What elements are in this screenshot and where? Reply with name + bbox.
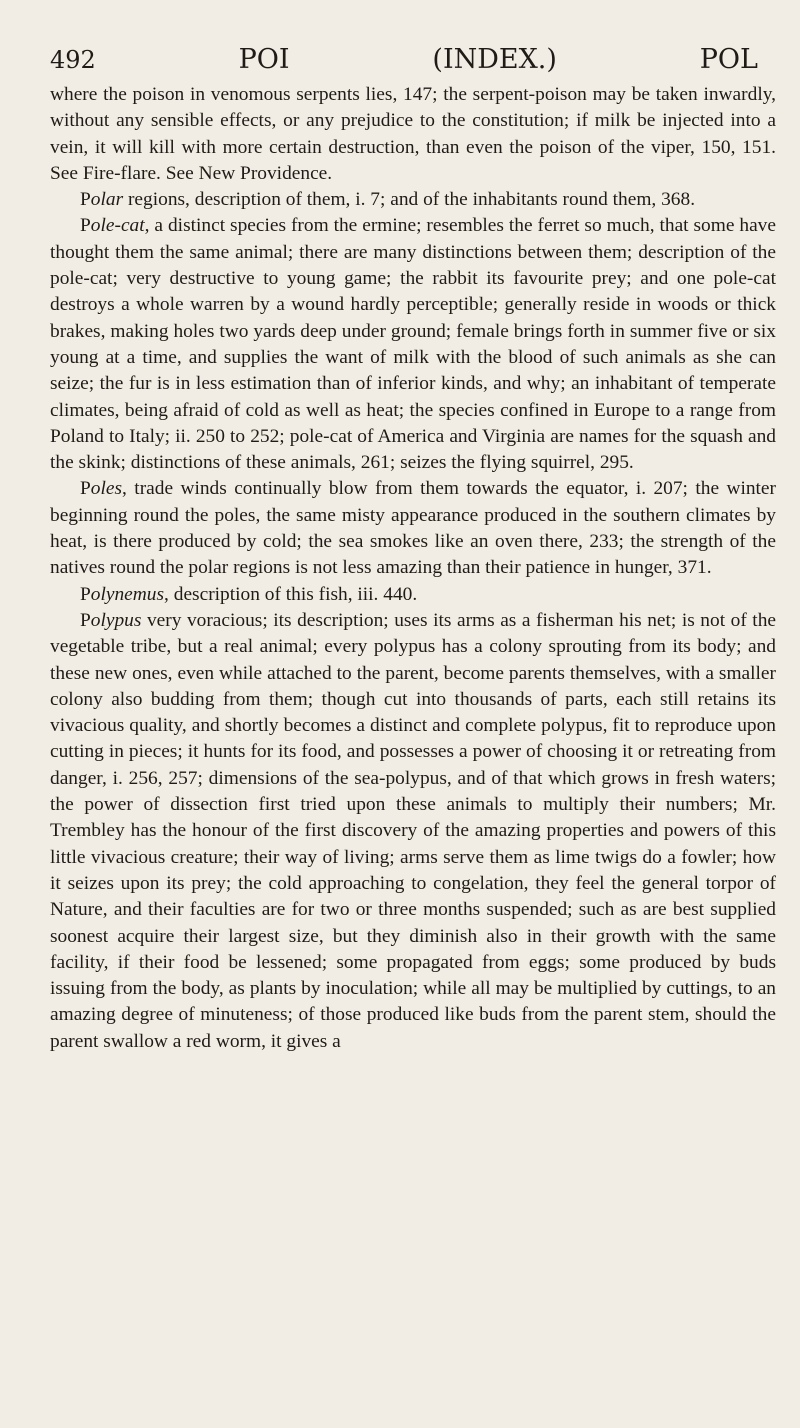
index-entry-polypus (50, 608, 776, 1055)
entry-text: , trade winds continually blow from them towards the equator, i. 207; the winter beginning round the poles, the same misty appearance produced in the southern climates by heat, is there produced by cold; the sea smokes like an oven there, 233; the strength of the natives round the polar regions is not less amazing than their patience in hunger, 371. (50, 478, 776, 579)
entry-text: very voracious; its description; uses its arms as a fisherman his net; is not of the vegetable tribe, but a real animal; every polypus has a colony sprouting from its body; and these new ones, even while attached to the parent, become parents themselves, with a smaller colony also budding from them; though cut into thousands of parts, each still retains its vivacious quality, and shortly becomes a distinct and complete polypus, fit to reproduce upon cutting in pieces; it hunts for its food, and possesses a power of choosing it or retreating from danger, i. 256, 257; dimensions of the sea-polypus, and of that which grows in fresh waters; the power of dissection first tried upon these animals to multiply their numbers; Mr. Trembley has the honour of the first discovery of the amazing properties and powers of this little vivacious creature; their way of living; arms serve them as lime twigs do a fowler; how it seizes upon its prey; the cold approaching to congelation, they feel the general torpor of Nature, and their faculties are for two or three months suspended; such as are best supplied soonest acquire their largest size, but they diminish also in their growth with the same facility, if their food be lessened; some propagated from eggs; some produced by buds issuing from the body, as plants by inoculation; while all may be multiplied by cuttings, to an amazing degree of minuteness; of those produced like buds from the parent stem, should the parent swallow a red worm, it gives a (50, 609, 776, 1052)
entry-term: Polar (80, 189, 124, 211)
right-guide-word: POL (699, 44, 758, 75)
index-entry-polynemus (50, 582, 776, 608)
page-number: 492 (50, 46, 96, 74)
entry-term: Polynemus (80, 583, 165, 605)
entry-text: regions, description of them, i. 7; and of the inhabitants round them, 368. (123, 189, 696, 211)
entry-text: where the poison in venomous serpents lies, 147; the serpent-poison may be taken inwardly, without any sensible effects, or any prejudice to the constitution; if milk be injected into a vein, it will kill with more certain destruction, than even the poison of the viper, 150, 151. See Fire-flare. See New Providence. (50, 84, 776, 184)
index-body (50, 82, 776, 1055)
entry-text: , description of this fish, iii. 440. (164, 583, 418, 605)
index-entry-poles (50, 476, 776, 581)
header-title: (INDEX.) (432, 44, 557, 75)
index-entry-pole-cat (50, 213, 776, 476)
entry-term: Poles (80, 478, 123, 500)
entry-term: Polypus (80, 609, 142, 631)
entry-term: Pole-cat (80, 215, 145, 237)
entry-text: , a distinct species from the ermine; resembles the ferret so much, that some have thought them the same animal; there are many distinctions between them; description of the pole-cat; very destructive to young game; the rabbit its favourite prey; and one pole-cat destroys a whole warren by a wound hardly perceptible; generally reside in woods or thick brakes, making holes two yards deep under ground; female brings forth in summer five or six young at a time, and supplies the want of milk with the blood of such animals as she can seize; the fur is in less estimation than of inferior kinds, and why; an inhabitant of temperate climates, being afraid of cold as well as heat; the species confined in Europe to a range from Poland to Italy; ii. 250 to 252; pole-cat of America and Virginia are names for the squash and the skink; distinctions of these animals, 261; seizes the flying squirrel, 295. (50, 215, 776, 474)
index-entry-polar (50, 187, 776, 213)
running-header (50, 44, 776, 76)
index-entry-continued (50, 82, 776, 187)
left-guide-word: POI (238, 44, 290, 75)
